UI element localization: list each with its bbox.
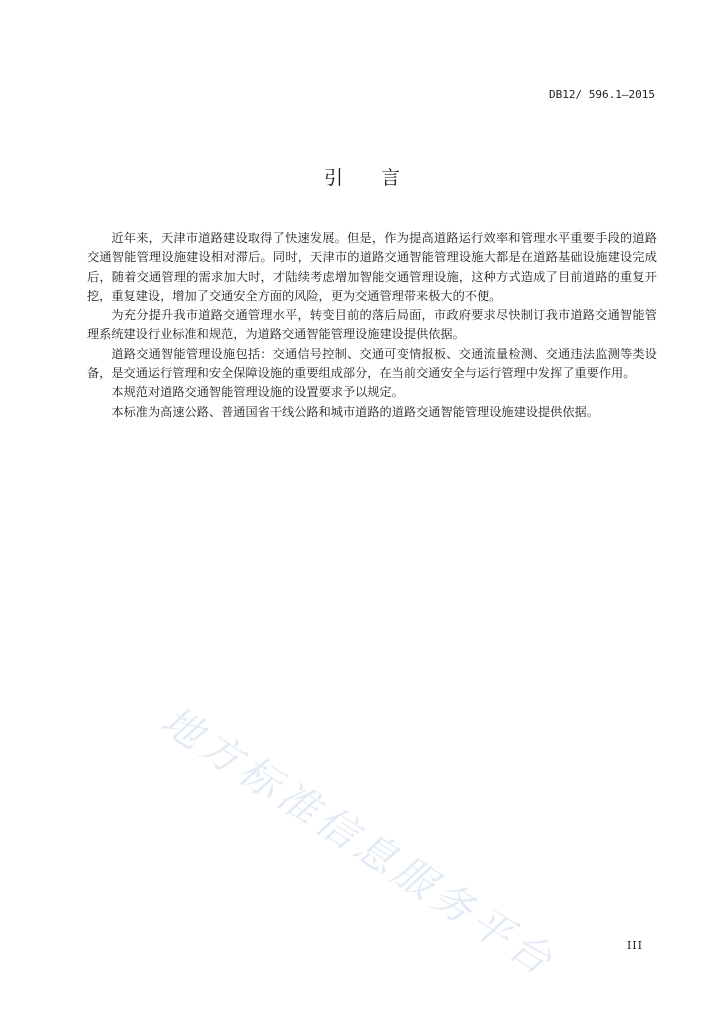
document-code: DB12/ 596.1—2015 bbox=[549, 88, 655, 101]
paragraph: 本规范对道路交通智能管理设施的设置要求予以规定。 bbox=[111, 385, 404, 400]
page-number: III bbox=[626, 939, 643, 952]
paragraph: 近年来，天津市道路建设取得了快速发展。但是，作为提高道路运行效率和管理水平重要手段的道路交通智能管理设施建设相对滞后。同时，天津市的道路交通智能管理设施大都是在道路基础设施建设完成后，随着交通管理的需求加大时，才陆续考虑增加智能交通管理设施，这种方式造成了目前道路的重复开挖，重复建设，增加了交通安全方面的风险，更为交通管理带来极大的不便。 bbox=[87, 231, 657, 303]
body-text bbox=[87, 229, 657, 422]
paragraph: 本标准为高速公路、普通国省干线公路和城市道路的道路交通智能管理设施建设提供依据。 bbox=[111, 404, 599, 419]
paragraph: 为充分提升我市道路交通管理水平，转变目前的落后局面，市政府要求尽快制订我市道路交通智能管理系统建设行业标准和规范，为道路交通智能管理设施建设提供依据。 bbox=[87, 308, 657, 342]
paragraph: 道路交通智能管理设施包括：交通信号控制、交通可变情报板、交通流量检测、交通违法监测等类设备，是交通运行管理和安全保障设施的重要组成部分，在当前交通安全与运行管理中发挥了重要作用。 bbox=[87, 346, 657, 381]
watermark: 地方标准信息服务平台 bbox=[153, 697, 564, 987]
section-title: 引言 bbox=[323, 167, 438, 189]
